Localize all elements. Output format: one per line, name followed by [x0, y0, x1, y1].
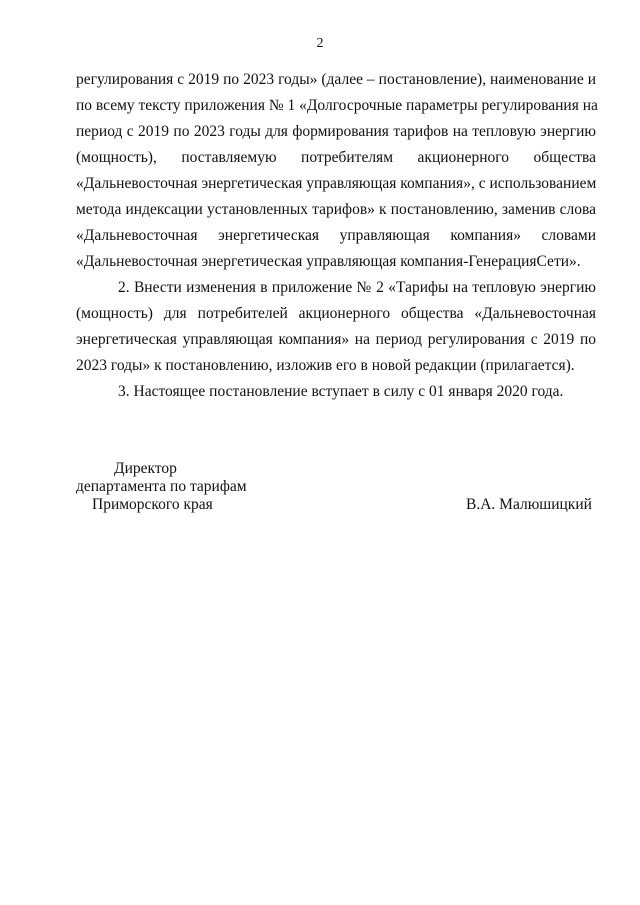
- signature-position-line-2: департамента по тарифам: [76, 478, 247, 495]
- paragraph-1-line-6-text: метода индексации установленных тарифов» к постановлению, заменив слова: [76, 201, 596, 218]
- paragraph-1-line-8: [76, 252, 596, 272]
- paragraph-1-line-3: [76, 122, 596, 142]
- paragraph-1-line-5-text: «Дальневосточная энергетическая управляющая компания», с использованием: [76, 175, 597, 192]
- paragraph-2-line-4: [76, 356, 596, 376]
- signatory-name: В.А. Малюшицкий: [466, 496, 592, 513]
- paragraph-2-line-3: [76, 330, 596, 350]
- paragraph-1-line-1: [76, 70, 596, 90]
- paragraph-1-line-7: [76, 226, 596, 246]
- paragraph-1-line-2-text: по всему тексту приложения № 1 «Долгосрочные параметры регулирования на: [76, 97, 598, 114]
- paragraph-1-line-4: [76, 148, 596, 168]
- paragraph-3: [118, 382, 596, 402]
- paragraph-3-text: 3. Настоящее постановление вступает в силу с 01 января 2020 года.: [118, 383, 564, 400]
- paragraph-1-line-6: [76, 200, 596, 220]
- paragraph-1-line-5: [76, 174, 596, 194]
- paragraph-2-line-1-text: 2. Внести изменения в приложение № 2 «Тарифы на тепловую энергию: [118, 279, 596, 296]
- paragraph-1-line-2: [76, 96, 596, 116]
- paragraph-1-line-7-text: «Дальневосточная энергетическая управляющая компания» словами: [76, 227, 596, 244]
- signature-position-line-3: Приморского края: [92, 496, 213, 513]
- paragraph-1-line-1-text: регулирования с 2019 по 2023 годы» (далее – постановление), наименование и: [76, 71, 596, 88]
- paragraph-1-line-3-text: период с 2019 по 2023 годы для формирования тарифов на тепловую энергию: [76, 123, 596, 140]
- paragraph-2-line-2-text: (мощность) для потребителей акционерного общества «Дальневосточная: [76, 305, 596, 322]
- paragraph-2-line-3-text: энергетическая управляющая компания» на период регулирования с 2019 по: [76, 331, 596, 348]
- signature-position-line-1: Директор: [114, 460, 177, 477]
- paragraph-2-line-1: [118, 278, 596, 298]
- paragraph-1-line-8-text: «Дальневосточная энергетическая управляющая компания-ГенерацияСети».: [76, 253, 581, 270]
- paragraph-1-line-4-text: (мощность), поставляемую потребителям акционерного общества: [76, 149, 596, 166]
- page-number: 2: [316, 36, 324, 51]
- paragraph-2-line-4-text: 2023 годы» к постановлению, изложив его в новой редакции (прилагается).: [76, 357, 575, 374]
- paragraph-2-line-2: [76, 304, 596, 324]
